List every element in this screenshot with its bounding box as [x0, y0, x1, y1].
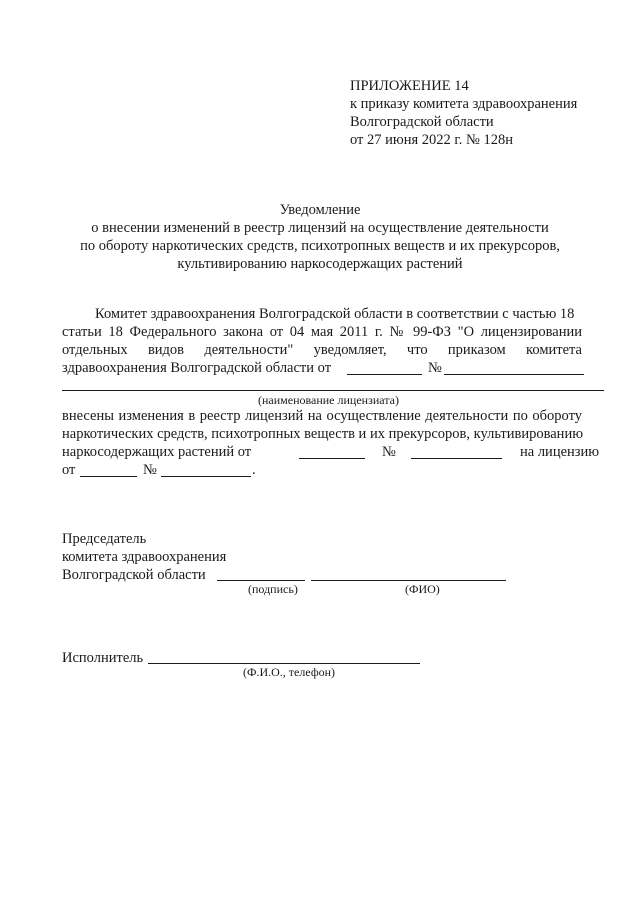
appendix-region: Волгоградской области — [350, 114, 494, 130]
paragraph2-line3-text: наркосодержащих растений от — [62, 444, 252, 460]
paragraph2-line3-license: на лицензию — [520, 444, 600, 460]
paragraph2-line4-number-sign: № — [143, 462, 157, 478]
signatory-region: Волгоградской области — [62, 567, 206, 583]
change-number-blank — [411, 458, 502, 459]
fullname-caption: (ФИО) — [405, 582, 440, 596]
paragraph1-number-sign: № — [428, 360, 442, 376]
executor-label: Исполнитель — [62, 650, 144, 666]
document-subtitle-line1: о внесении изменений в реестр лицензий на осуществление деятельности — [91, 220, 549, 236]
paragraph1-line1: Комитет здравоохранения Волгоградской области в соответствии с частью 18 — [95, 306, 575, 322]
licensee-caption: (наименование лицензиата) — [258, 393, 399, 407]
paragraph2-line2: наркотических средств, психотропных веществ и их прекурсоров, культивированию — [62, 426, 584, 442]
order-date-blank — [347, 374, 422, 375]
paragraph2-line4-from: от — [62, 462, 76, 478]
appendix-date-number: от 27 июня 2022 г. № 128н — [350, 132, 513, 148]
paragraph1-line2: статьи 18 Федерального закона от 04 мая 2011 г. № 99-ФЗ "О лицензировании — [62, 324, 582, 340]
signature-blank — [217, 580, 305, 581]
appendix-order-ref: к приказу комитета здравоохранения — [350, 96, 578, 112]
executor-caption: (Ф.И.О., телефон) — [243, 665, 336, 679]
paragraph2-line1: внесены изменения в реестр лицензий на осуществление деятельности по обороту — [62, 408, 582, 424]
signatory-committee: комитета здравоохранения — [62, 549, 227, 565]
executor-blank — [148, 663, 420, 664]
appendix-title: ПРИЛОЖЕНИЕ 14 — [350, 78, 469, 94]
paragraph1-line4-text: здравоохранения Волгоградской области от — [62, 360, 332, 376]
document-title: Уведомление — [279, 202, 361, 218]
paragraph2-line3-number-sign: № — [382, 444, 396, 460]
document-subtitle-line2: по обороту наркотических средств, психотропных веществ и их прекурсоров, — [80, 238, 560, 254]
order-number-blank — [444, 374, 584, 375]
paragraph1-line3: отдельных видов деятельности" уведомляет, что приказом комитета — [62, 342, 582, 358]
fullname-blank — [311, 580, 506, 581]
licensee-name-blank — [62, 390, 604, 391]
change-date-blank — [299, 458, 365, 459]
signature-caption: (подпись) — [248, 582, 298, 596]
signatory-title: Председатель — [62, 531, 147, 547]
license-number-blank — [161, 476, 251, 477]
license-date-blank — [80, 476, 137, 477]
paragraph2-line4-period: . — [252, 462, 256, 478]
document-subtitle-line3: культивированию наркосодержащих растений — [177, 256, 463, 272]
